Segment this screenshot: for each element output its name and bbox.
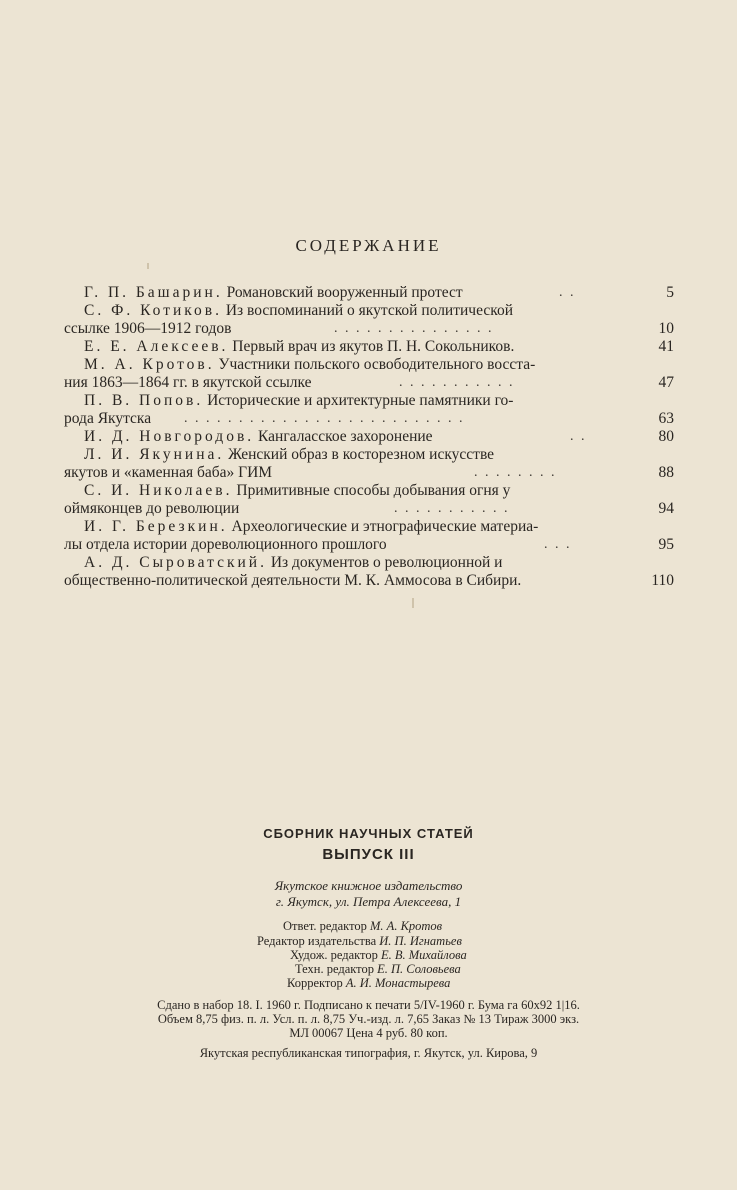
editor-name: Е. П. Соловьева: [377, 962, 461, 976]
toc-author: Г. П. Башарин.: [84, 284, 223, 301]
publisher-address: г. Якутск, ул. Петра Алексеева, 1: [275, 894, 462, 909]
toc-author: С. Ф. Котиков.: [84, 302, 222, 319]
toc-author: М. А. Кротов.: [84, 356, 215, 373]
editor-role: Худож. редактор: [290, 948, 378, 962]
toc-title-cont: оймяконцев до революции: [64, 500, 240, 517]
toc-entry: [84, 518, 674, 536]
toc-page: 10: [658, 320, 674, 337]
editor-credit: [283, 918, 442, 934]
imprint-line: Сдано в набор 18. I. 1960 г. Подписано к печати 5/IV-1960 г. Бума га 60х92 1|16.: [157, 998, 580, 1012]
toc-title-cont: ния 1863—1864 гг. в якутской ссылке: [64, 374, 312, 391]
toc-title: Из воспоминаний о якутской политической: [225, 302, 514, 319]
toc-title-cont: якутов и «каменная баба» ГИМ: [64, 464, 273, 481]
toc-title: Из документов о революционной и: [270, 554, 503, 571]
toc-title: Первый врач из якутов П. Н. Сокольников.: [232, 338, 515, 355]
toc-page: 94: [658, 500, 674, 517]
toc-page: 5: [666, 284, 674, 301]
toc-author: И. Г. Березкин.: [84, 518, 228, 535]
toc-page: 63: [658, 410, 674, 427]
toc-entry-continuation: [64, 572, 674, 590]
editor-role: Ответ. редактор: [283, 919, 367, 933]
toc-page: 88: [658, 464, 674, 481]
toc-entry: И. Д. Новгородов. Кангаласское захоронение . . 80: [84, 428, 674, 445]
toc-author: Л. И. Якунина.: [84, 446, 225, 463]
toc-page: 110: [651, 572, 674, 589]
collection-title: СБОРНИК НАУЧНЫХ СТАТЕЙ: [263, 826, 474, 841]
toc-entry-continuation: лы отдела истории дореволюционного прошлого . . . 95: [64, 536, 674, 553]
editor-role: Техн. редактор: [295, 962, 374, 976]
toc-page: 95: [658, 536, 674, 553]
toc-title: Археологические и этнографические материа-: [231, 518, 539, 535]
paper-blemish: [412, 598, 414, 608]
toc-title: Примитивные способы добывания огня у: [236, 482, 511, 499]
editor-credit: [287, 975, 450, 991]
toc-title: Романовский вооруженный протест: [226, 284, 463, 301]
editor-name: М. А. Кротов: [370, 919, 443, 933]
imprint-line: МЛ 00067 Цена 4 руб. 80 коп.: [289, 1026, 448, 1040]
toc-page: 47: [658, 374, 674, 391]
toc-entry: [84, 482, 674, 500]
toc-title-cont: общественно-политической деятельности М. К. Аммосова в Сибири.: [64, 572, 522, 589]
paper-blemish: [147, 263, 149, 269]
editor-name: Е. В. Михайлова: [380, 948, 467, 962]
toc-author: С. И. Николаев.: [84, 482, 233, 499]
toc-entry: [84, 302, 674, 320]
issue-number: ВЫПУСК III: [322, 846, 415, 863]
toc-entry: [84, 338, 674, 356]
publisher-name: Якутское книжное издательство: [274, 878, 463, 893]
toc-entry: Г. П. Башарин. Романовский вооруженный протест . . 5: [84, 284, 674, 301]
editor-name: А. И. Монастырева: [345, 976, 451, 990]
toc-author: П. В. Попов.: [84, 392, 204, 409]
toc-title: Женский образ в косторезном искусстве: [228, 446, 495, 463]
toc-entry-continuation: ссылке 1906—1912 годов . . . . . . . . . . . . . . . 10: [64, 320, 674, 337]
toc-author: Е. Е. Алексеев.: [84, 338, 229, 355]
toc-entry-continuation: рода Якутска . . . . . . . . . . . . . . . . . . . . . . . . . . 63: [64, 410, 674, 427]
toc-entry-continuation: ния 1863—1864 гг. в якутской ссылке . . . . . . . . . . . 47: [64, 374, 674, 391]
printer-info: Якутская республиканская типография, г. Якутск, ул. Кирова, 9: [199, 1046, 538, 1060]
editor-name: И. П. Игнатьев: [379, 934, 462, 948]
toc-title-cont: ссылке 1906—1912 годов: [64, 320, 232, 337]
toc-entry: [84, 356, 674, 374]
toc-page: 41: [658, 338, 674, 355]
editor-role: Редактор издательства: [257, 934, 377, 948]
contents-heading: СОДЕРЖАНИЕ: [295, 236, 442, 255]
toc-entry: [84, 446, 674, 464]
toc-entry: [84, 554, 674, 572]
toc-page: 80: [658, 428, 674, 445]
toc-entry-continuation: оймяконцев до революции . . . . . . . . . . . 94: [64, 500, 674, 517]
toc-title: Участники польского освободительного восста-: [218, 356, 536, 373]
editor-role: Корректор: [287, 976, 343, 990]
imprint-line: Объем 8,75 физ. п. л. Усл. п. л. 8,75 Уч.-изд. л. 7,65 Заказ № 13 Тираж 3000 экз.: [157, 1012, 580, 1026]
toc-title-cont: лы отдела истории дореволюционного прошлого: [64, 536, 387, 553]
toc-author: И. Д. Новгородов.: [84, 428, 255, 445]
toc-entry-continuation: якутов и «каменная баба» ГИМ . . . . . . . . 88: [64, 464, 674, 481]
toc-title-cont: рода Якутска: [64, 410, 152, 427]
toc-title: Исторические и архитектурные памятники го-: [207, 392, 514, 409]
toc-entry: [84, 392, 674, 410]
toc-author: А. Д. Сыроватский.: [84, 554, 267, 571]
toc-title: Кангаласское захоронение: [258, 428, 433, 445]
